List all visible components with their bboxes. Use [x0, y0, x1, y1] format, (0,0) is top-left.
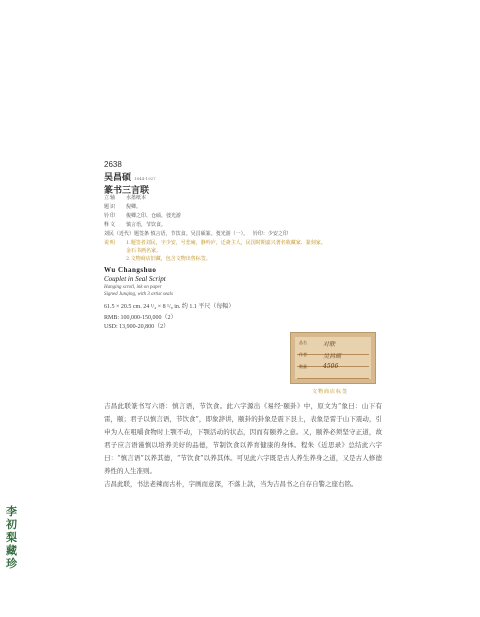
seal-line-right: 钤印：少安之印	[252, 231, 288, 237]
seal-line-left: 刘民（近代）题签条 慎言语，节饮食。吴昌硕篆。弢光游（一）。	[104, 231, 249, 237]
spec-value: 慎言语，节饮食。	[126, 222, 167, 228]
spec-key: 释文	[104, 222, 117, 228]
artist-name	[104, 170, 156, 183]
spec-row	[104, 203, 141, 212]
spec-key: 立轴	[104, 195, 117, 201]
spec-value: 倪卿。	[126, 204, 142, 210]
label-key: 品名	[299, 340, 307, 345]
signature-line: Signed Junqing, with 3 artist seals	[104, 292, 173, 297]
work-title-en: Couplet in Seal Script	[104, 275, 166, 283]
lot-number: 2638	[104, 160, 122, 169]
artist-dates: 1844-1927	[134, 176, 156, 181]
artist-name-en: Wu Changshuo	[104, 266, 157, 274]
label-key: 作者	[299, 352, 307, 357]
description-paragraph: 吉昌此联，书法老辣而古朴，字画而意深，不落上款，当为吉昌书之自存自警之座右铭。	[104, 480, 358, 488]
spec-value: 俊卿之印、仓硕、弢光游	[126, 213, 182, 219]
side-collection-mark: 李初梨藏珍	[6, 505, 17, 570]
artist-name-cn: 吴昌硕	[104, 173, 132, 183]
spec-key: 钤印	[104, 213, 117, 219]
work-title-cn: 篆书三言联	[104, 186, 150, 196]
seal-line	[104, 230, 288, 239]
note-item: 1.题签者刘民，字少安，号悲庵，静吟庐，迁斋主人，民国时期嘉兴著名收藏家、篆刻家。	[126, 240, 326, 246]
label-caption: 文物商店标签	[312, 389, 349, 395]
label-value: 对联	[323, 341, 336, 348]
description	[104, 400, 382, 491]
notes-key: 说明	[104, 240, 117, 246]
note-item: 金石书画名家。	[126, 248, 162, 254]
label-value: 吴昌硕	[323, 353, 342, 360]
note-item: 2.文物商店旧藏，包含文物出售标签。	[126, 256, 211, 262]
spec-row	[104, 212, 181, 221]
label-row	[297, 369, 369, 379]
spec-key: 题识	[104, 204, 117, 210]
spec-value: 水墨纸本	[126, 195, 147, 201]
label-value: 4506	[323, 363, 339, 370]
spec-row	[104, 221, 166, 230]
dimensions: 61.5 × 20.5 cm. 24 ¹/₄ × 8 ¹/₈ in. 约 1.1 平尺（每幅）	[104, 304, 235, 310]
notes-row	[126, 255, 211, 264]
estimate-usd: USD: 13,900-20,800（2）	[104, 324, 170, 330]
spec-row	[104, 194, 146, 203]
medium-line: Hanging scroll, ink on paper	[104, 285, 162, 290]
estimate-rmb: RMB: 100,000-150,000（2）	[104, 315, 177, 321]
description-paragraph: 吉昌此联篆书写六语：慎言语，节饮食。此六字源出《易经·颐卦》中，原文为“象曰：山下有雷，颐；君子以慎言语，节饮食”，即象辞讲，颐卦的卦象是震下艮上，表象是雷于山下震动，引申为人在咀嚼食物时上颚不动，下颚活动的状态，因而有颐养之意。又，颐养必须坚守正道，故君子应言语谨慎以培养美好的品德，节制饮食以养育健康的身体。程朱《近思录》总结此六字曰：“慎言语”以养其德，“节饮食”以养其体。可见此六字既是古人养生养身之道，又是古人修德养性的人生准则。	[104, 402, 382, 475]
shop-label-photo	[290, 332, 376, 384]
label-key: 数量	[299, 364, 307, 369]
